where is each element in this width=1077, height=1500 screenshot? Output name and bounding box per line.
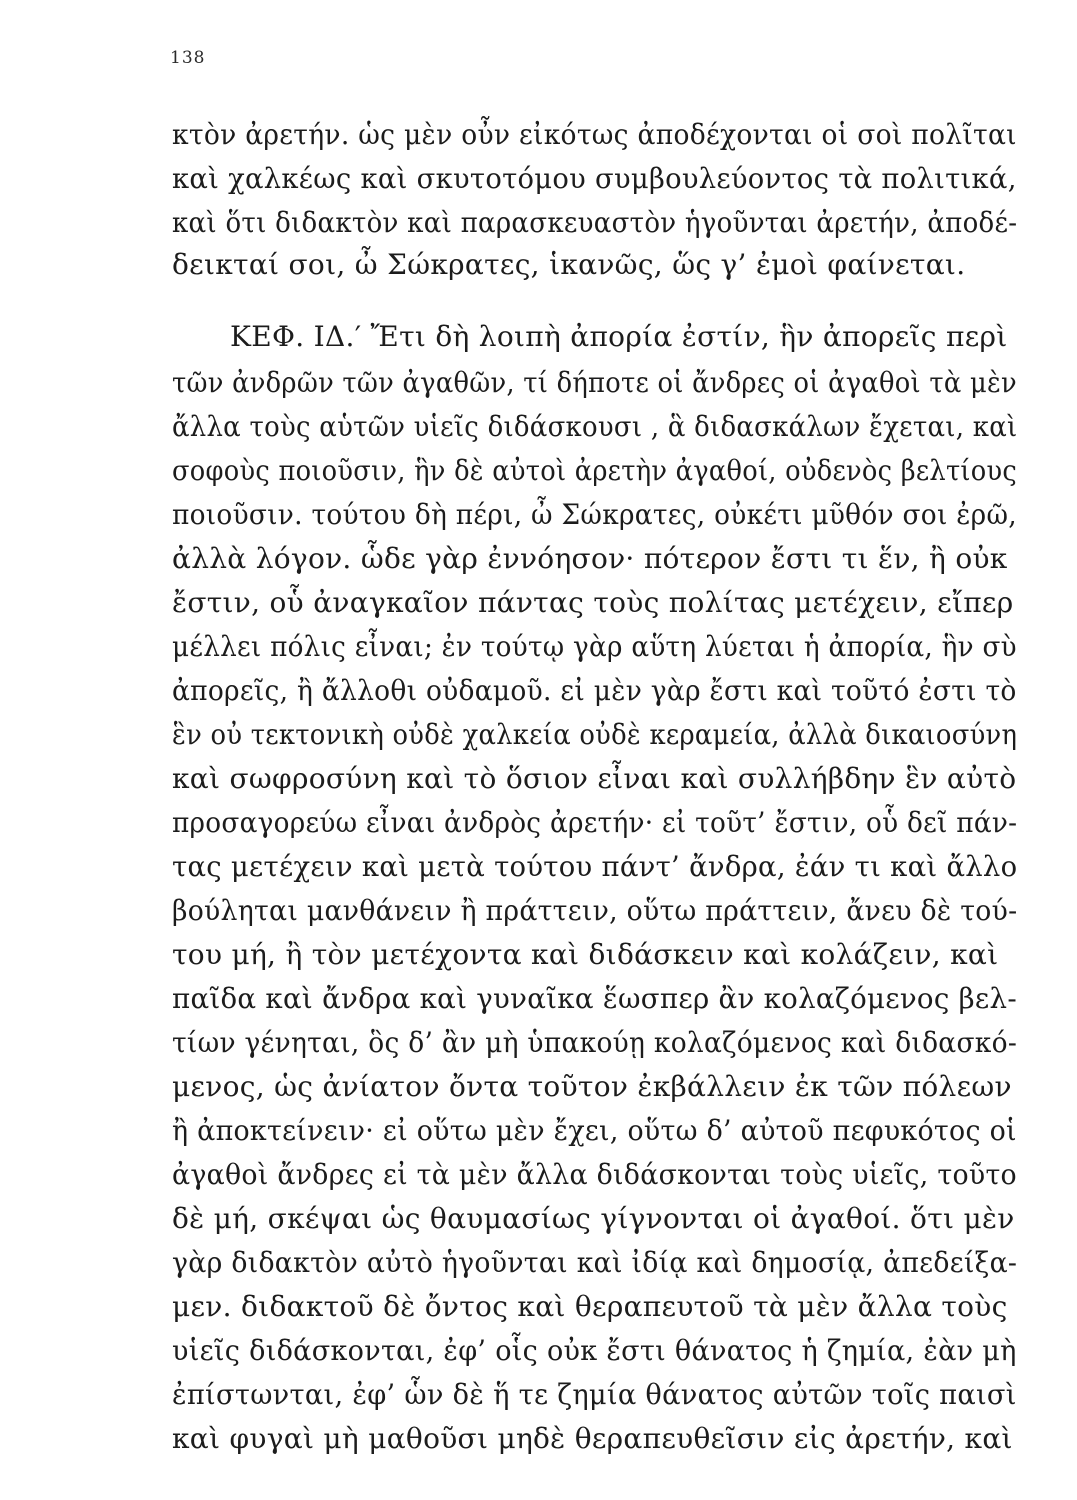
text-line: του μή, ἢ τὸν μετέχοντα καὶ διδάσκειν καὶ κολάζειν, καὶ bbox=[172, 938, 999, 971]
text-line: τας μετέχειν καὶ μετὰ τούτου πάντ’ ἄνδρα, ἐάν τι καὶ ἄλλο bbox=[172, 850, 1018, 883]
section-heading-line: ΚΕΦ. ΙΔ.′ Ἔτι δὴ λοιπὴ ἀπορία ἐστίν, ἣν ἀπορεῖς περὶ bbox=[230, 320, 1008, 353]
text-line: δὲ μή, σκέψαι ὡς θαυμασίως γίγνονται οἱ ἀγαθοί. ὅτι μὲν bbox=[172, 1202, 1015, 1235]
text-line: σοφοὺς ποιοῦσιν, ἣν δὲ αὐτοὶ ἀρετὴν ἀγαθοί, οὐδενὸς βελτίους bbox=[172, 454, 1017, 487]
text-line: προσαγορεύω εἶναι ἀνδρὸς ἀρετήν· εἰ τοῦτ’ ἔστιν, οὗ δεῖ πάν- bbox=[172, 806, 1018, 839]
text-line: ἓν οὐ τεκτονικὴ οὐδὲ χαλκεία οὐδὲ κεραμεία, ἀλλὰ δικαιοσύνη bbox=[172, 718, 1018, 751]
text-line: καὶ χαλκέως καὶ σκυτοτόμου συμβουλεύοντος τὰ πολιτικά, bbox=[172, 162, 1017, 195]
page-number: 138 bbox=[170, 48, 206, 68]
text-line: ἔστιν, οὗ ἀναγκαῖον πάντας τοὺς πολίτας μετέχειν, εἴπερ bbox=[172, 586, 1014, 619]
text-line: γὰρ διδακτὸν αὐτὸ ἡγοῦνται καὶ ἰδίᾳ καὶ δημοσίᾳ, ἀπεδείξα- bbox=[172, 1246, 1018, 1279]
text-line: βούληται μανθάνειν ἢ πράττειν, οὕτω πράττειν, ἄνευ δὲ τού- bbox=[172, 894, 1018, 927]
text-line: τῶν ἀνδρῶν τῶν ἀγαθῶν, τί δήποτε οἱ ἄνδρες οἱ ἀγαθοὶ τὰ μὲν bbox=[172, 366, 1017, 399]
text-line: ἢ ἀποκτείνειν· εἰ οὕτω μὲν ἔχει, οὕτω δ’ αὐτοῦ πεφυκότος οἱ bbox=[172, 1114, 1017, 1147]
text-line: ἄλλα τοὺς αὑτῶν υἱεῖς διδάσκουσι , ἃ διδασκάλων ἔχεται, καὶ bbox=[172, 410, 1018, 443]
text-line: μεν. διδακτοῦ δὲ ὄντος καὶ θεραπευτοῦ τὰ μὲν ἄλλα τοὺς bbox=[172, 1290, 1008, 1323]
text-line: παῖδα καὶ ἄνδρα καὶ γυναῖκα ἕωσπερ ἂν κολαζόμενος βελ- bbox=[172, 982, 1017, 1015]
text-line: καὶ φυγαὶ μὴ μαθοῦσι μηδὲ θεραπευθεῖσιν εἰς ἀρετήν, καὶ bbox=[172, 1422, 1013, 1455]
text-line: δεικταί σοι, ὦ Σώκρατες, ἱκανῶς, ὥς γ’ ἐμοὶ φαίνεται. bbox=[172, 248, 966, 281]
text-line: καὶ ὅτι διδακτὸν καὶ παρασκευαστὸν ἡγοῦνται ἀρετήν, ἀποδέ- bbox=[172, 206, 1018, 239]
text-line: μενος, ὡς ἀνίατον ὄντα τοῦτον ἐκβάλλειν ἐκ τῶν πόλεων bbox=[172, 1070, 1012, 1103]
text-line: μέλλει πόλις εἶναι; ἐν τούτῳ γὰρ αὕτη λύεται ἡ ἀπορία, ἣν σὺ bbox=[172, 630, 1017, 663]
text-line: υἱεῖς διδάσκονται, ἐφ’ οἷς οὐκ ἔστι θάνατος ἡ ζημία, ἐὰν μὴ bbox=[172, 1334, 1017, 1367]
text-line: ἀγαθοὶ ἄνδρες εἰ τὰ μὲν ἄλλα διδάσκονται τοὺς υἱεῖς, τοῦτο bbox=[172, 1158, 1017, 1191]
text-line: ἐπίστωνται, ἐφ’ ὧν δὲ ἥ τε ζημία θάνατος αὐτῶν τοῖς παισὶ bbox=[172, 1378, 1017, 1411]
text-line: καὶ σωφροσύνη καὶ τὸ ὅσιον εἶναι καὶ συλλήβδην ἓν αὐτὸ bbox=[172, 762, 1017, 795]
text-line: ποιοῦσιν. τούτου δὴ πέρι, ὦ Σώκρατες, οὐκέτι μῦθόν σοι ἐρῶ, bbox=[172, 498, 1017, 531]
text-line: τίων γένηται, ὃς δ’ ἂν μὴ ὑπακούῃ κολαζόμενος καὶ διδασκό- bbox=[172, 1026, 1018, 1059]
text-line: κτὸν ἀρετήν. ὡς μὲν οὖν εἰκότως ἀποδέχονται οἱ σοὶ πολῖται bbox=[172, 118, 1017, 151]
text-line: ἀπορεῖς, ἢ ἄλλοθι οὐδαμοῦ. εἰ μὲν γὰρ ἔστι καὶ τοῦτό ἐστι τὸ bbox=[172, 674, 1017, 707]
text-line: ἀλλὰ λόγον. ὧδε γὰρ ἐννόησον· πότερον ἔστι τι ἕν, ἢ οὐκ bbox=[172, 542, 1008, 575]
